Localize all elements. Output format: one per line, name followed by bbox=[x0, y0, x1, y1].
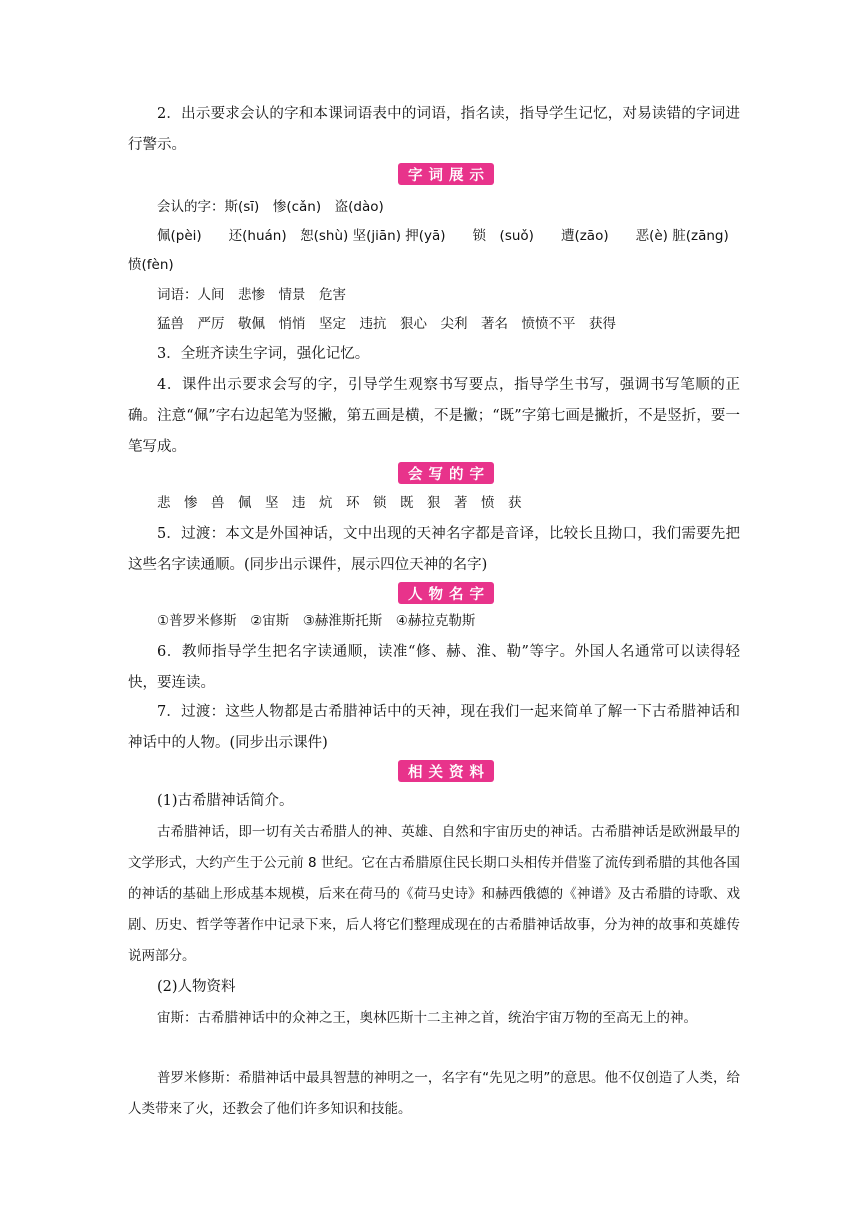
subheading-greek-myth-intro: (1)古希腊神话简介。 bbox=[157, 793, 294, 809]
prometheus-paragraph: 普罗米修斯：希腊神话中最具智慧的神明之一，名字有“先见之明”的意思。他不仅创造了人类，给人类带来了火，还教会了他们许多知识和技能。 bbox=[128, 1070, 740, 1117]
step-6-paragraph: 6．教师指导学生把名字读通顺，读准“修、赫、淮、勒”等字。外国人名通常可以读得轻快，要连读。 bbox=[128, 644, 740, 691]
banner-related-materials-label: 相关资料 bbox=[408, 764, 490, 781]
step-5-paragraph: 5．过渡：本文是外国神话，文中出现的天神名字都是音译，比较长且拗口，我们需要先把这些名字读通顺。(同步出示课件，展示四位天神的名字) bbox=[128, 526, 740, 573]
write-chars-line: 悲 惨 兽 佩 坚 违 炕 环 锁 既 狠 著 愤 获 bbox=[157, 495, 522, 511]
character-names-line: ①普罗米修斯 ②宙斯 ③赫淮斯托斯 ④赫拉克勒斯 bbox=[157, 613, 476, 629]
recognize-chars-line-1: 会认的字：斯(sī) 惨(cǎn) 盗(dào) bbox=[157, 199, 384, 215]
recognize-chars-line-3: 愤(fèn) bbox=[128, 257, 174, 273]
banner-write-chars bbox=[398, 462, 494, 484]
step-3-paragraph: 3．全班齐读生字词，强化记忆。 bbox=[157, 346, 370, 362]
step-4-paragraph: 4．课件出示要求会写的字，引导学生观察书写要点，指导学生书写，强调书写笔顺的正确。注意“佩”字右边起笔为竖撇，第五画是横，不是撇；“既”字第七画是撇折，不是竖折，要一笔写成。 bbox=[128, 377, 740, 455]
banner-write-chars-label: 会写的字 bbox=[408, 466, 490, 483]
zeus-paragraph: 宙斯：古希腊神话中的众神之王，奥林匹斯十二主神之首，统治宇宙万物的至高无上的神。 bbox=[157, 1010, 697, 1026]
banner-related-materials bbox=[398, 760, 494, 782]
recognize-chars-line-2: 佩(pèi) 还(huán) 恕(shù) 坚(jiān) 押(yā) 锁 (suǒ) 遭(zāo) 恶(è) 脏(zāng) bbox=[157, 228, 729, 244]
vocabulary-line-2: 猛兽 严厉 敬佩 悄悄 坚定 违抗 狠心 尖利 著名 愤愤不平 获得 bbox=[157, 316, 616, 332]
step-2-paragraph: 2．出示要求会认的字和本课词语表中的词语，指名读，指导学生记忆，对易读错的字词进行警示。 bbox=[128, 106, 740, 153]
subheading-character-info: (2)人物资料 bbox=[157, 979, 236, 995]
step-7-paragraph: 7．过渡：这些人物都是古希腊神话中的天神，现在我们一起来简单了解一下古希腊神话和神话中的人物。(同步出示课件) bbox=[128, 704, 740, 751]
vocabulary-line-1: 词语：人间 悲惨 情景 危害 bbox=[157, 287, 346, 303]
banner-character-names-label: 人物名字 bbox=[408, 586, 490, 603]
banner-word-display bbox=[398, 163, 494, 185]
banner-character-names bbox=[398, 582, 494, 604]
banner-word-display-label: 字词展示 bbox=[408, 167, 490, 184]
greek-myth-intro-paragraph: 古希腊神话，即一切有关古希腊人的神、英雄、自然和宇宙历史的神话。古希腊神话是欧洲最早的文学形式，大约产生于公元前 8 世纪。它在古希腊原住民长期口头相传并借鉴了流传到希腊的其他各国的神话的基础上形成基本规模，后来在荷马的《荷马史诗》和赫西俄德的《神谱》及古希腊的诗歌、戏剧、历史、哲学等著作中记录下来，后人将它们整理成现在的古希腊神话故事，分为神的故事和英雄传说两部分。 bbox=[128, 824, 740, 964]
